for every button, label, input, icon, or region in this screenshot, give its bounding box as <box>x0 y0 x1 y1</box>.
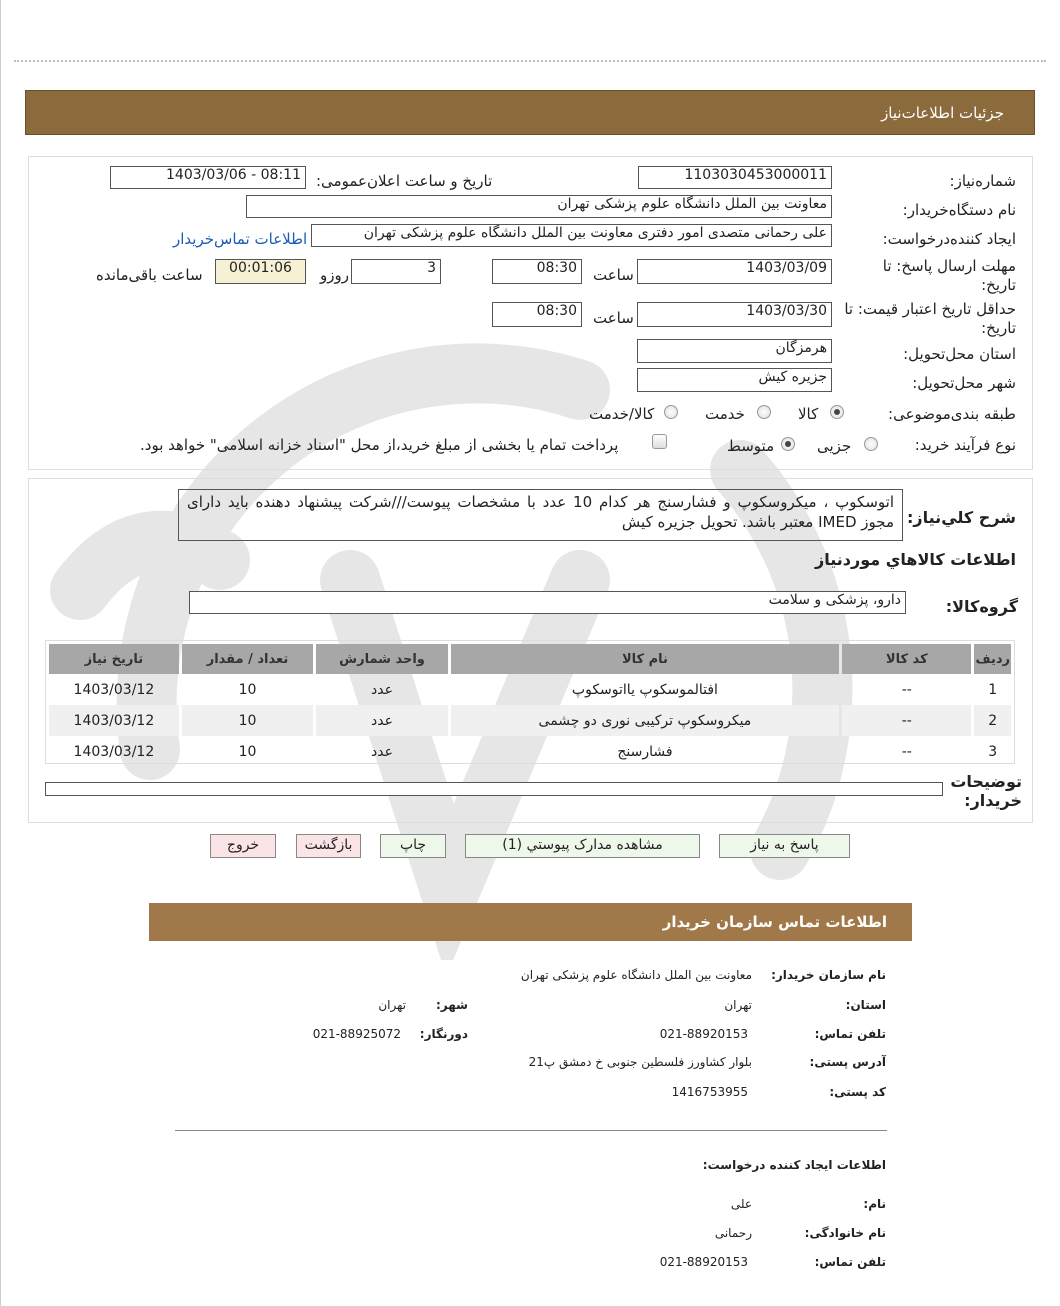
goods-section-title: اطلاعات کالاهاي موردنیاز <box>815 550 1016 569</box>
remaining-days-field[interactable]: 3 <box>351 259 441 284</box>
buyer-org-field[interactable]: معاونت بین الملل دانشگاه علوم پزشکی تهران <box>246 195 832 218</box>
category-service-label: خدمت <box>705 405 745 423</box>
treasury-payment-note: پرداخت تمام یا بخشی از مبلغ خرید،از محل "اسناد خزانه اسلامی" خواهد بود. <box>140 436 619 454</box>
item-code: -- <box>901 743 912 760</box>
col-quantity: تعداد / مقدار <box>182 644 313 674</box>
col-item-name: نام کالا <box>451 644 839 674</box>
request-creator-label: ایجاد کننده‌درخواست: <box>882 230 1016 248</box>
contact-city-value: تهران <box>378 998 406 1012</box>
deadline-time-label: ساعت <box>593 266 634 284</box>
item-unit: عدد <box>316 705 448 736</box>
back-button[interactable]: بازگشت <box>296 834 361 858</box>
item-name: افتالموسکوپ یااتوسکوپ <box>571 681 718 698</box>
creator-first-name-value: علی <box>730 1197 752 1211</box>
deadline-time-field[interactable]: 08:30 <box>492 259 582 284</box>
category-goods-service-radio[interactable] <box>664 405 678 419</box>
deadline-label: مهلت ارسال پاسخ: تا تاریخ: <box>882 257 1016 294</box>
contact-address-value: بلوار کشاورز فلسطین جنوبی خ دمشق پ21 <box>528 1055 752 1069</box>
summary-label: شرح کلي‌نیاز: <box>907 508 1016 527</box>
buyer-contact-header <box>149 903 912 941</box>
contact-org-value: معاونت بین الملل دانشگاه علوم پزشکی تهران <box>520 968 752 982</box>
category-goods-service-label: کالا/خدمت <box>589 405 655 423</box>
validity-time-label: ساعت <box>593 309 634 327</box>
attachments-button[interactable]: مشاهده مدارک پیوستي (1) <box>465 834 700 858</box>
creator-last-name-value: رحمانی <box>714 1226 752 1240</box>
details-header <box>25 90 1035 135</box>
item-quantity: 10 <box>238 681 257 698</box>
goods-group-field[interactable]: دارو، پزشکی و سلامت <box>189 591 906 614</box>
item-need-date: 1403/03/12 <box>73 743 155 760</box>
buyer-notes-label: توضیحات خریدار: <box>950 772 1022 810</box>
item-code: -- <box>842 705 971 736</box>
reply-button[interactable]: پاسخ به نیاز <box>719 834 850 858</box>
process-medium-label: متوسط <box>727 437 775 455</box>
col-row-number: ردیف <box>974 644 1011 674</box>
purchase-process-label: نوع فرآیند خرید: <box>914 436 1016 454</box>
creator-phone-value: 021-88920153 <box>659 1255 748 1269</box>
delivery-city-label: شهر محل‌تحویل: <box>912 374 1016 392</box>
contact-phone-value: 021-88920153 <box>659 1027 748 1041</box>
item-code: -- <box>901 681 912 698</box>
process-minor-label: جزیی <box>817 437 852 455</box>
creator-last-name-label: نام خانوادگی: <box>804 1226 886 1240</box>
need-number-label: شماره‌نیاز: <box>949 172 1016 190</box>
category-goods-radio[interactable] <box>830 405 844 419</box>
contact-province-value: تهران <box>724 998 752 1012</box>
goods-table <box>45 640 1015 764</box>
delivery-province-field[interactable]: هرمزگان <box>637 339 832 363</box>
price-validity-time-field[interactable]: 08:30 <box>492 302 582 327</box>
contact-fax-label: دورنگار: <box>419 1027 468 1041</box>
summary-text: اتوسکوپ ، میکروسکوپ و فشارسنج هر کدام 10 عدد با مشخصات پیوست///شرکت پیشنهاد دهنده باید دارای مجوز IMED معتبر باشد. تحویل جزیره کیش <box>178 489 903 541</box>
contact-province-label: استان: <box>845 998 886 1012</box>
contact-fax-value: 021-88925072 <box>312 1027 401 1041</box>
days-label: روزو <box>320 266 349 284</box>
process-medium-radio[interactable] <box>781 437 795 451</box>
col-unit: واحد شمارش <box>316 644 448 674</box>
col-item-code: کد کالا <box>842 644 971 674</box>
contact-address-label: آدرس پستی: <box>809 1055 886 1069</box>
goods-table-header <box>49 644 1011 674</box>
contact-postal-value: 1416753955 <box>671 1085 748 1099</box>
col-need-date: تاریخ نیاز <box>49 644 179 674</box>
delivery-province-label: استان محل‌تحویل: <box>903 345 1016 363</box>
buyer-contact-title: اطلاعات تماس سازمان خریدار <box>662 913 887 931</box>
need-number-field[interactable]: 1103030453000011 <box>638 166 832 189</box>
price-validity-label: حداقل تاریخ اعتبار قیمت: تا تاریخ: <box>844 300 1016 337</box>
exit-button[interactable]: خروج <box>210 834 276 858</box>
table-row <box>49 736 1011 767</box>
remaining-time-field: 00:01:06 <box>215 259 306 284</box>
creator-info-title: اطلاعات ایجاد کننده درخواست: <box>702 1158 886 1172</box>
price-validity-date-field[interactable]: 1403/03/30 <box>637 302 832 327</box>
print-button[interactable]: چاپ <box>380 834 446 858</box>
category-goods-label: کالا <box>798 405 819 423</box>
goods-group-label: گروه‌کالا: <box>945 597 1018 616</box>
contact-postal-label: کد پستی: <box>829 1085 886 1099</box>
row-number: 3 <box>988 743 998 760</box>
item-unit: عدد <box>371 743 393 760</box>
page-left-border <box>0 0 1 1306</box>
item-name: میکروسکوپ ترکیبی نوری دو چشمی <box>451 705 839 736</box>
item-quantity: 10 <box>182 705 313 736</box>
contact-divider <box>175 1130 887 1131</box>
request-creator-field[interactable]: علی رحمانی متصدی امور دفتری معاونت بین الملل دانشگاه علوم پزشکی تهران <box>311 224 832 247</box>
buyer-contact-link[interactable]: اطلاعات تماس‌خریدار <box>173 230 308 248</box>
details-header-title: جزئیات اطلاعات‌نیاز <box>881 104 1004 122</box>
top-dotted-divider <box>14 60 1046 62</box>
row-number: 2 <box>974 705 1011 736</box>
treasury-payment-checkbox[interactable] <box>652 434 667 449</box>
table-row <box>49 705 1011 736</box>
category-label: طبقه بندی‌موضوعی: <box>888 405 1016 423</box>
creator-phone-label: تلفن تماس: <box>814 1255 886 1269</box>
buyer-notes-field[interactable] <box>45 782 943 796</box>
table-row <box>49 674 1011 705</box>
deadline-date-field[interactable]: 1403/03/09 <box>637 259 832 284</box>
buyer-org-label: نام دستگاه‌خریدار: <box>902 201 1016 219</box>
remaining-time-label: ساعت باقی‌مانده <box>96 266 203 284</box>
item-unit: عدد <box>371 681 393 698</box>
process-minor-radio[interactable] <box>864 437 878 451</box>
delivery-city-field[interactable]: جزیره کیش <box>637 368 832 392</box>
announce-datetime-field[interactable]: 1403/03/06 - 08:11 <box>110 166 306 189</box>
contact-phone-label: تلفن تماس: <box>814 1027 886 1041</box>
row-number: 1 <box>988 681 998 698</box>
item-name: فشارسنج <box>617 743 673 760</box>
contact-city-label: شهر: <box>436 998 468 1012</box>
category-service-radio[interactable] <box>757 405 771 419</box>
contact-org-label: نام سازمان خریدار: <box>771 968 886 982</box>
item-need-date: 1403/03/12 <box>49 705 179 736</box>
creator-first-name-label: نام: <box>863 1197 886 1211</box>
announce-datetime-label: تاریخ و ساعت اعلان‌عمومی: <box>316 172 493 190</box>
item-need-date: 1403/03/12 <box>73 681 155 698</box>
item-quantity: 10 <box>238 743 257 760</box>
